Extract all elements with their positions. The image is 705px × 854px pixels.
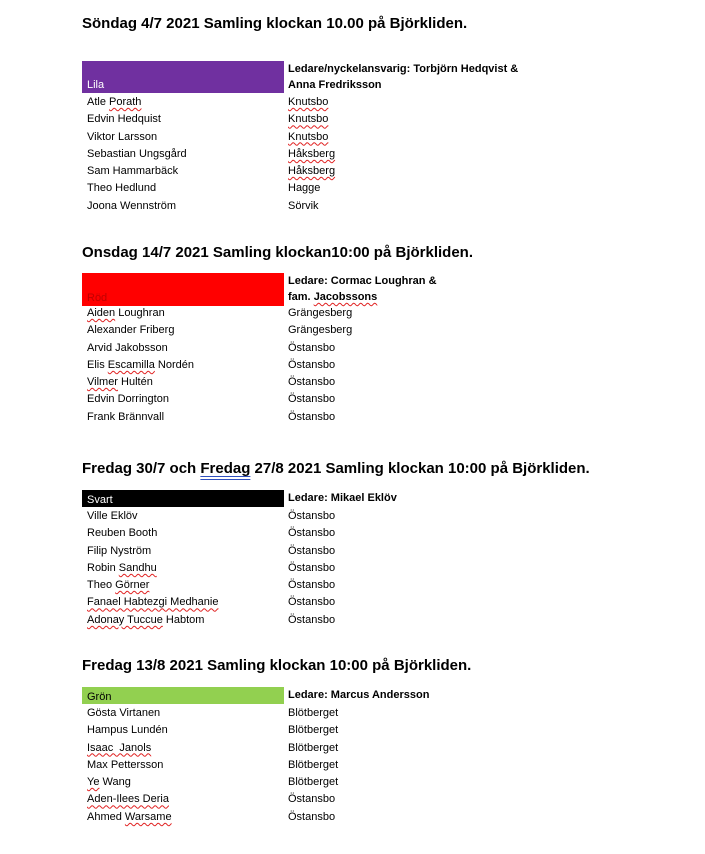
list-item: [82, 111, 642, 128]
group-header: [82, 273, 642, 306]
member-name: Filip Nyström: [87, 544, 152, 557]
member-place: Östansbo: [288, 793, 336, 806]
member-name: Edvin Dorrington: [87, 393, 169, 406]
section-gron: [82, 656, 642, 823]
member-place: Blötberget: [288, 707, 339, 719]
member-place: Östansbo: [288, 527, 336, 540]
member-place: Blötberget: [288, 758, 339, 771]
member-name: Aiden Loughran: [87, 307, 165, 319]
member-place: Sörvik: [288, 199, 319, 212]
member-name: Theo Görner: [87, 579, 150, 592]
section-heading: Söndag 4/7 2021 Samling klockan 10.00 på Björkliden.: [82, 15, 468, 32]
color-label-rod: Röd: [82, 273, 284, 306]
section-lila: [82, 14, 642, 212]
list-item: [82, 740, 642, 757]
member-name: Arvid Jakobsson: [87, 341, 168, 354]
group-header: [82, 60, 642, 93]
section-rod: [82, 243, 642, 423]
member-name: Aden-Ilees Deria: [87, 793, 169, 806]
section-svart: [82, 459, 642, 626]
member-name: Reuben Booth: [87, 527, 158, 540]
member-name: Gösta Virtanen: [87, 707, 161, 719]
member-name: Alexander Friberg: [87, 324, 175, 337]
group-header: [82, 490, 642, 507]
member-place: Östansbo: [288, 510, 336, 522]
list-item: [82, 757, 642, 774]
member-name: Fanael Habtezgi Medhanie: [87, 596, 219, 609]
list-item: [82, 198, 642, 215]
list-item: [82, 374, 642, 391]
list-item: [82, 340, 642, 357]
list-item: [82, 560, 642, 577]
member-place: Östansbo: [288, 613, 336, 626]
member-name: Sam Hammarbäck: [87, 165, 179, 178]
section-heading: Fredag 30/7 och Fredag 27/8 2021 Samling klockan 10:00 på Björkliden.: [82, 460, 590, 477]
group-header: [82, 687, 642, 704]
color-label-lila: Lila: [82, 61, 284, 93]
member-name: Hampus Lundén: [87, 724, 168, 737]
member-place: Östansbo: [288, 376, 336, 389]
member-place: Östansbo: [288, 579, 336, 592]
member-place: Hagge: [288, 182, 321, 195]
member-name: Joona Wennström: [87, 199, 177, 212]
member-name: Edvin Hedquist: [87, 113, 161, 126]
member-place: Blötberget: [288, 776, 339, 789]
member-place: Östansbo: [288, 596, 336, 609]
member-place: Östansbo: [288, 358, 336, 371]
member-place: Östansbo: [288, 341, 336, 354]
member-place: Grängesberg: [288, 324, 353, 337]
member-name: Frank Brännvall: [87, 410, 165, 423]
leader-label: Ledare: Cormac Loughran & fam. Jacobssons: [288, 275, 437, 303]
leader-label: Ledare: Marcus Andersson: [288, 689, 430, 701]
list-item: [82, 163, 642, 180]
member-place: Knutsbo: [288, 96, 329, 108]
member-place: Blötberget: [288, 741, 339, 754]
list-item: [82, 305, 642, 322]
member-place: Östansbo: [288, 810, 336, 823]
member-list: [82, 94, 642, 215]
member-name: Max Pettersson: [87, 758, 164, 771]
list-item: [82, 791, 642, 808]
member-place: Östansbo: [288, 544, 336, 557]
member-name: Ville Eklöv: [87, 510, 138, 522]
member-place: Håksberg: [288, 165, 336, 178]
list-item: [82, 594, 642, 611]
list-item: [82, 705, 642, 722]
color-label-gron: Grön: [82, 687, 284, 704]
member-place: Knutsbo: [288, 113, 329, 126]
member-place: Håksberg: [288, 147, 336, 160]
section-heading: Onsdag 14/7 2021 Samling klockan10:00 på Björkliden.: [82, 244, 473, 261]
member-name: Ye Wang: [87, 776, 131, 789]
list-item: [82, 409, 642, 426]
section-heading: Fredag 13/8 2021 Samling klockan 10:00 på Björkliden.: [82, 657, 472, 674]
list-item: [82, 525, 642, 542]
member-name: Viktor Larsson: [87, 130, 158, 143]
member-list: [82, 305, 642, 426]
member-list: [82, 705, 642, 826]
member-name: Sebastian Ungsgård: [87, 147, 187, 160]
member-name: Vilmer Hultén: [87, 376, 153, 389]
leader-label: Ledare: Mikael Eklöv: [288, 492, 397, 504]
list-item: [82, 722, 642, 739]
member-place: Knutsbo: [288, 130, 329, 143]
member-place: Östansbo: [288, 393, 336, 406]
list-item: [82, 809, 642, 826]
member-name: Elis Escamilla Nordén: [87, 358, 194, 371]
member-name: Atle Porath: [87, 96, 142, 108]
list-item: [82, 508, 642, 525]
leader-label: Ledare/nyckelansvarig: Torbjörn Hedqvist & Anna Fredriksson: [288, 63, 519, 91]
list-item: [82, 129, 642, 146]
member-name: Adonay Tuccue Habtom: [87, 613, 205, 626]
list-item: [82, 146, 642, 163]
member-place: Östansbo: [288, 410, 336, 423]
list-item: [82, 357, 642, 374]
list-item: [82, 180, 642, 197]
list-item: [82, 322, 642, 339]
member-place: Östansbo: [288, 561, 336, 574]
list-item: [82, 94, 642, 111]
member-name: Ahmed Warsame: [87, 810, 172, 823]
list-item: [82, 612, 642, 629]
member-place: Blötberget: [288, 724, 339, 737]
color-label-svart: Svart: [82, 490, 284, 507]
member-place: Grängesberg: [288, 307, 353, 319]
member-list: [82, 508, 642, 629]
member-name: Theo Hedlund: [87, 182, 157, 195]
list-item: [82, 543, 642, 560]
member-name: Isaac Janols: [87, 741, 152, 754]
list-item: [82, 577, 642, 594]
list-item: [82, 391, 642, 408]
member-name: Robin Sandhu: [87, 561, 157, 574]
list-item: [82, 774, 642, 791]
